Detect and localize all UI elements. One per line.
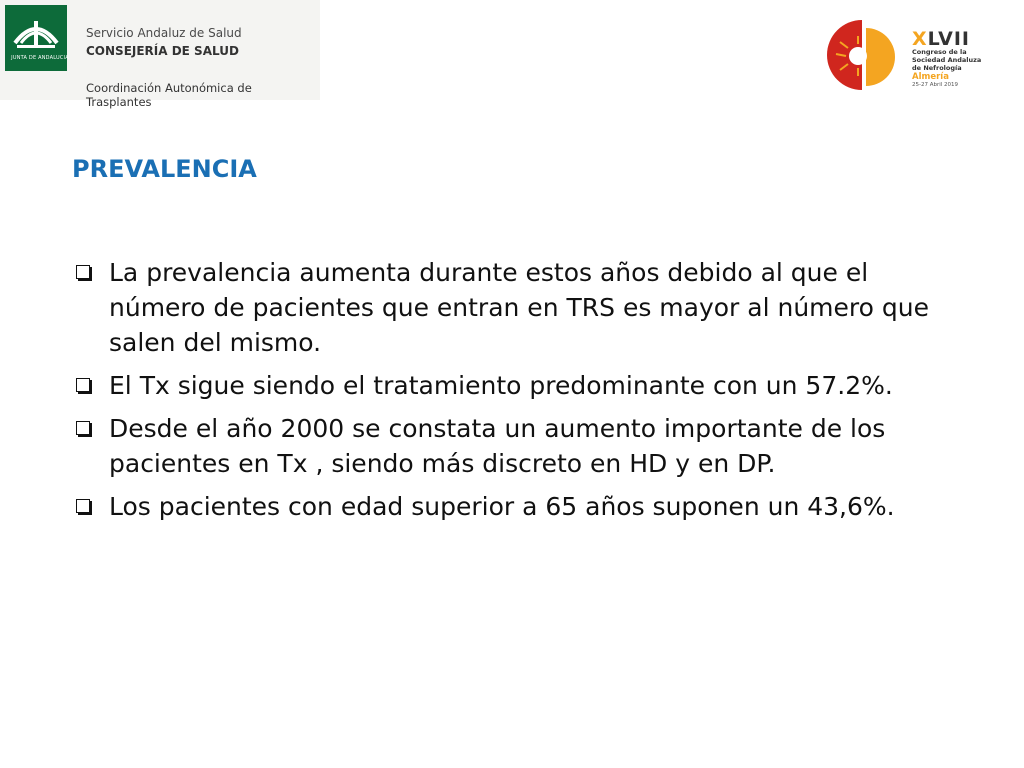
checkbox-square-icon	[76, 499, 90, 513]
checkbox-square-icon	[76, 265, 90, 279]
consejeria-name: CONSEJERÍA DE SALUD	[86, 44, 239, 58]
checkbox-square-icon	[76, 421, 90, 435]
junta-emblem-icon	[5, 5, 67, 71]
bullet-item	[70, 411, 970, 481]
bullet-item	[70, 255, 970, 360]
slide-title: PREVALENCIA	[72, 155, 257, 183]
junta-logo-text: JUNTA DE ANDALUCIA	[11, 55, 69, 61]
checkbox-square-icon	[76, 378, 90, 392]
junta-de-andalucia-logo	[5, 5, 67, 71]
bullet-item	[70, 489, 970, 524]
bullet-list	[70, 255, 970, 532]
sas-name: Servicio Andaluz de Salud	[86, 26, 242, 40]
congress-info	[912, 30, 1012, 89]
congress-number	[912, 30, 1012, 48]
bullet-text: El Tx sigue siendo el tratamiento predominante con un 57.2%.	[109, 371, 893, 400]
bullet-item	[70, 368, 970, 403]
congress-number-rest: LVII	[927, 28, 970, 50]
congress-line-2: Sociedad Andaluza	[912, 56, 982, 64]
congress-date: 25-27 Abril 2019	[912, 82, 959, 88]
coordinacion-name: Coordinación Autonómica de Trasplantes	[86, 81, 252, 109]
bullet-text: La prevalencia aumenta durante estos años debido al que el número de pacientes que entran en TRS es mayor al número que salen del mismo.	[109, 258, 929, 357]
bullet-text: Los pacientes con edad superior a 65 años suponen un 43,6%.	[109, 492, 895, 521]
congress-line-3: de Nefrología	[912, 64, 962, 72]
bullet-text: Desde el año 2000 se constata un aumento importante de los pacientes en Tx , siendo más discreto en HD y en DP.	[109, 414, 886, 478]
congress-sun-logo-icon	[822, 16, 907, 94]
congress-line-1: Congreso de la	[912, 48, 967, 56]
congress-place: Almería	[912, 72, 949, 82]
congress-number-x: X	[912, 28, 928, 50]
header-logo-bar	[0, 0, 320, 109]
